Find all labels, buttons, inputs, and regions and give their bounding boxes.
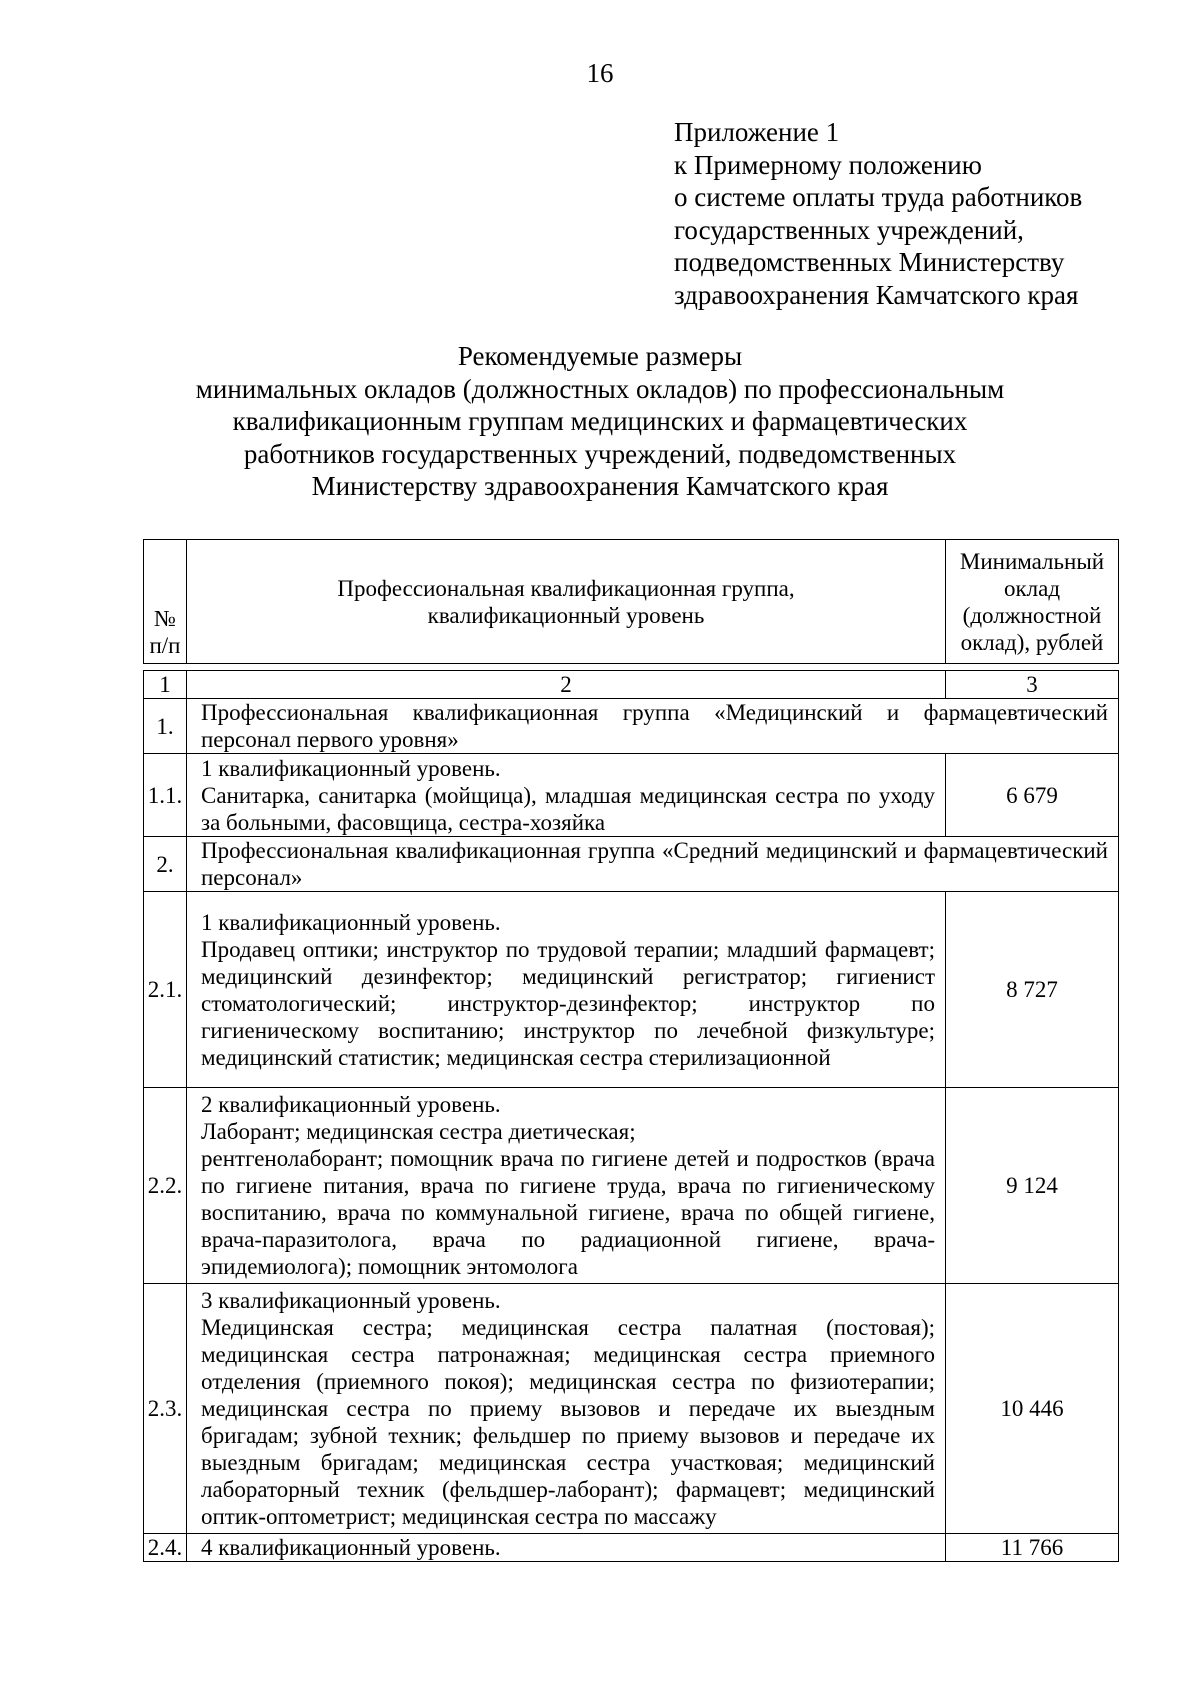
header-salary-line: (должностной <box>962 602 1102 628</box>
row-number: 1.1. <box>144 754 187 837</box>
column-number: 1 <box>144 671 187 699</box>
table-row <box>144 1534 1119 1562</box>
appendix-line: подведомственных Министерству <box>674 247 1065 277</box>
salary-value: 11 766 <box>946 1534 1119 1562</box>
title-line: работников государственных учреждений, подведомственных <box>243 438 957 469</box>
row-number: 2.4. <box>144 1534 187 1562</box>
table-row <box>144 837 1119 892</box>
row-number: 1. <box>144 699 187 754</box>
salary-value: 9 124 <box>946 1088 1119 1284</box>
salary-value: 10 446 <box>946 1284 1119 1534</box>
table-row <box>144 699 1119 754</box>
table-row <box>144 892 1119 1088</box>
table-row <box>144 754 1119 837</box>
level-label: 2 квалификационный уровень. <box>201 1092 501 1117</box>
header-group-line: Профессиональная квалификационная группа, <box>337 575 795 601</box>
row-description <box>187 1088 946 1284</box>
salary-table <box>143 670 1119 1562</box>
appendix-line: к Примерному положению <box>674 149 982 180</box>
level-label: 3 квалификационный уровень. <box>201 1288 501 1313</box>
title-line: минимальных окладов (должностных окладов) по профессиональным <box>195 373 1005 404</box>
page-number: 16 <box>586 58 614 88</box>
row-number: 2.2. <box>144 1088 187 1284</box>
group-title: Профессиональная квалификационная группа «Средний медицинский и фармацевтический персонал» <box>187 837 1119 892</box>
row-description <box>187 1284 946 1534</box>
position-list: рентгенолаборант; помощник врача по гигиене детей и подростков (врача по гигиене питания, врача по гигиене труда, врача по гигиеническому воспитанию, врача по коммунальной гигиене, врача по общей гигиене, врача-паразитолога, врача по радиационной гигиене, врача-эпидемиолога); помощник энтомолога <box>201 1146 935 1279</box>
column-number: 3 <box>946 671 1119 699</box>
group-title: Профессиональная квалификационная группа «Медицинский и фармацевтический персонал первого уровня» <box>187 699 1119 754</box>
appendix-line: государственных учреждений, <box>674 214 1024 245</box>
level-label: 1 квалификационный уровень. <box>201 909 501 935</box>
header-group-line: квалификационный уровень <box>427 602 705 628</box>
appendix-line: Приложение 1 <box>674 117 840 147</box>
table-row <box>144 1284 1119 1534</box>
position-list: Медицинская сестра; медицинская сестра палатная (постовая); медицинская сестра патронажная; медицинская сестра приемного отделения (приемного покоя); медицинская сестра по физиотерапии; медицинская сестра по приему вызовов и передаче их выездным бригадам; зубной техник; фельдшер по приему вызовов и передаче их выездным бригадам; медицинская сестра участковая; медицинский лабораторный техник (фельдшер-лаборант); фармацевт; медицинский оптик-оптометрист; медицинская сестра по массажу <box>201 1315 935 1529</box>
header-salary-line: оклад <box>1003 575 1061 601</box>
row-description <box>187 754 946 837</box>
header-num-line: № <box>154 606 176 631</box>
header-num <box>144 540 187 664</box>
row-number: 2.3. <box>144 1284 187 1534</box>
row-number: 2.1. <box>144 892 187 1088</box>
title-line: Министерству здравоохранения Камчатского края <box>311 471 889 501</box>
level-label: 4 квалификационный уровень. <box>187 1534 946 1562</box>
column-number-row <box>144 671 1119 699</box>
header-salary <box>946 540 1119 664</box>
appendix-line: здравоохранения Камчатского края <box>674 279 1079 310</box>
row-number: 2. <box>144 837 187 892</box>
document-title <box>0 340 1200 503</box>
appendix-header <box>674 116 1082 311</box>
level-label: 1 квалификационный уровень. <box>201 755 501 781</box>
header-salary-line: Минимальный <box>959 548 1105 574</box>
salary-value: 6 679 <box>946 754 1119 837</box>
row-description <box>187 892 946 1088</box>
title-line: Рекомендуемые размеры <box>457 341 743 371</box>
salary-table-header <box>143 539 1119 664</box>
title-line: квалификационным группам медицинских и фармацевтических <box>232 406 968 436</box>
position-list: Санитарка, санитарка (мойщица), младшая медицинская сестра по уходу за больными, фасовщица, сестра-хозяйка <box>201 782 935 835</box>
header-num-line: п/п <box>149 633 181 658</box>
appendix-line: о системе оплаты труда работников <box>674 182 1083 212</box>
position-list: Продавец оптики; инструктор по трудовой терапии; младший фармацевт; медицинский дезинфектор; медицинский регистратор; гигиенист стоматологический; инструктор-дезинфектор; инструктор по гигиеническому воспитанию; инструктор по лечебной физкультуре; медицинский статистик; медицинская сестра стерилизационной <box>201 936 935 1070</box>
header-salary-line: оклад), рублей <box>960 629 1104 655</box>
table-row <box>144 1088 1119 1284</box>
level-sublabel: Лаборант; медицинская сестра диетическая; <box>201 1119 636 1144</box>
column-number: 2 <box>187 671 946 699</box>
header-group <box>187 540 946 664</box>
salary-value: 8 727 <box>946 892 1119 1088</box>
